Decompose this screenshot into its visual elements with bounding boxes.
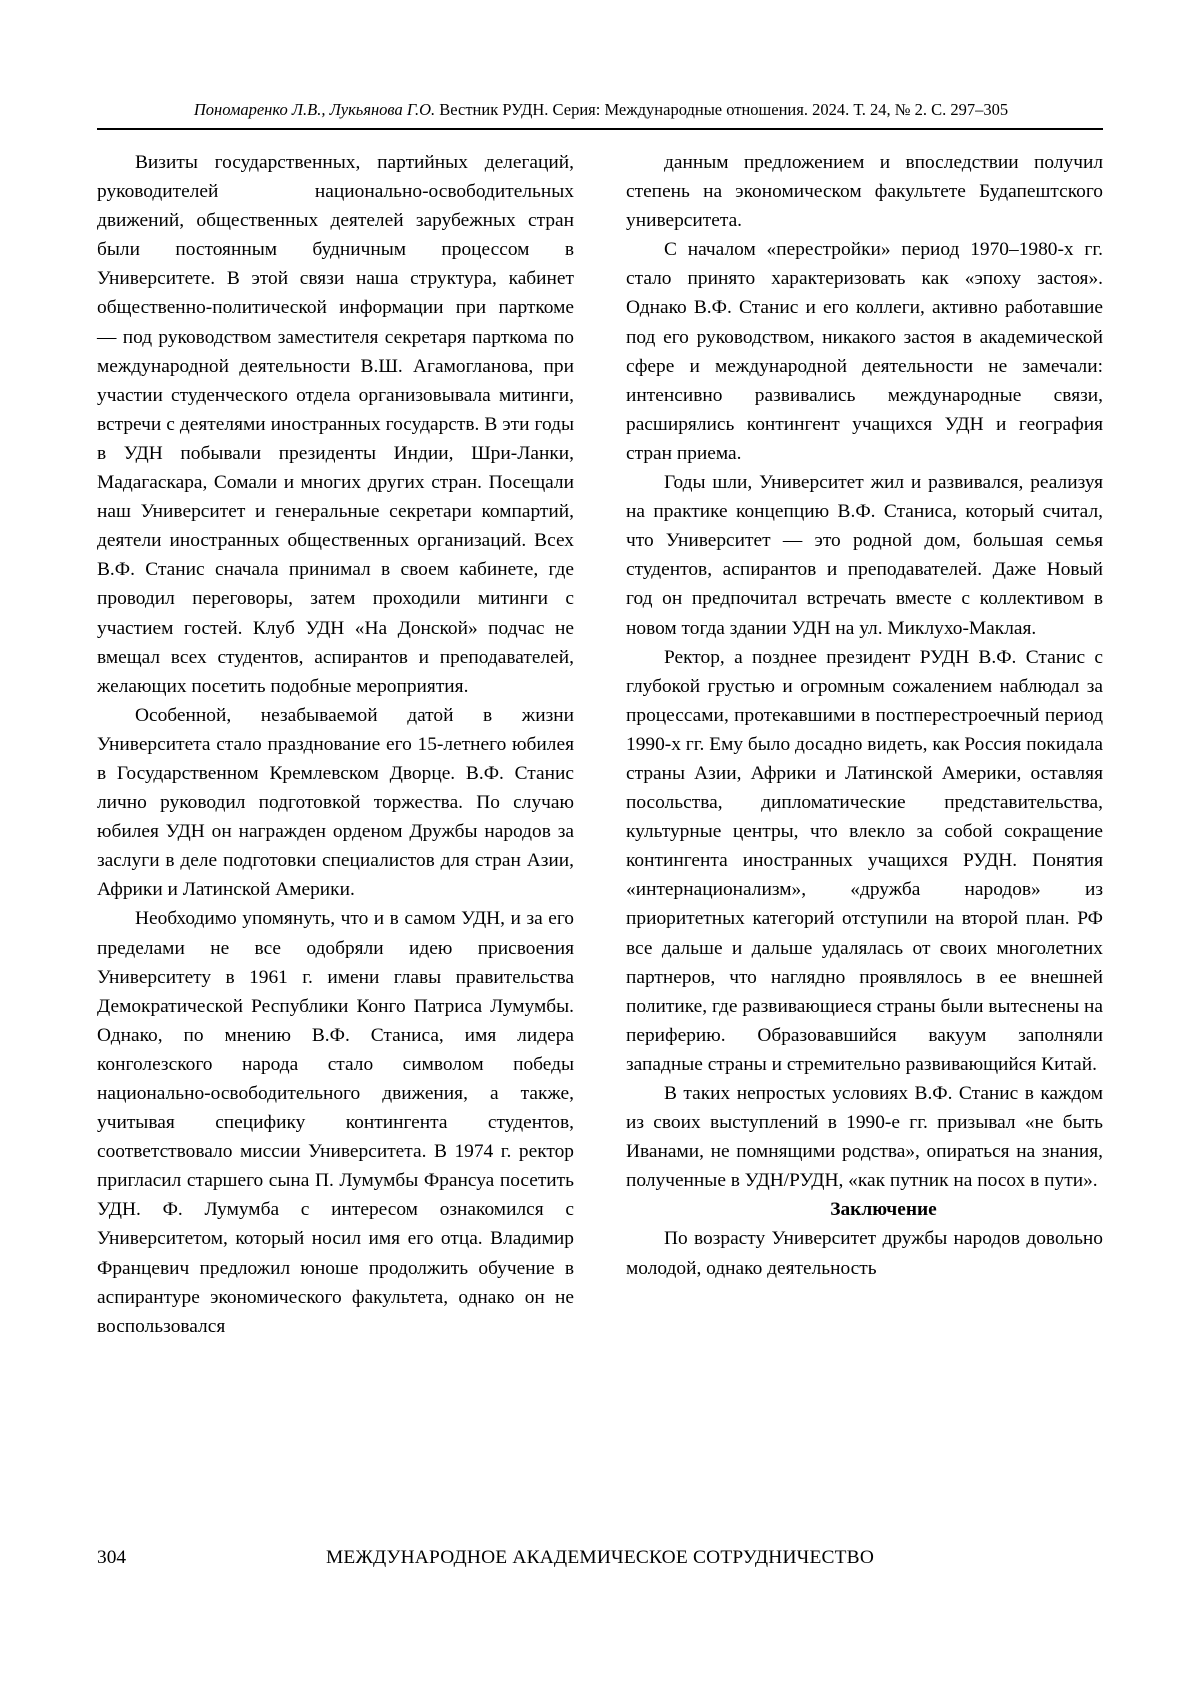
left-column: [97, 148, 574, 1468]
header-divider: [97, 128, 1103, 130]
body-columns: [97, 148, 1103, 1468]
paragraph: Особенной, незабываемой датой в жизни Университета стало празднование его 15-летнего юбилея в Государственном Кремлевском Дворце. В.Ф. Станис лично руководил подготовкой торжества. По случаю юбилея УДН он награжден орденом Дружбы народов за заслуги в деле подготовки специалистов для стран Азии, Африки и Латинской Америки.: [97, 704, 574, 901]
section-heading: Заключение: [830, 1199, 937, 1221]
right-column: [626, 148, 1103, 1468]
running-head-journal: Вестник РУДН. Серия: Международные отношения. 2024. Т. 24, № 2. С. 297–305: [439, 100, 1009, 119]
paragraph: В таких непростых условиях В.Ф. Станис в каждом из своих выступлений в 1990-е гг. призывал «не быть Иванами, не помнящими родства», опираться на знания, полученные в УДН/РУДН, «как путник на посох в пути».: [626, 1083, 1103, 1192]
page-footer: [97, 1545, 1103, 1571]
footer-section-name: МЕЖДУНАРОДНОЕ АКАДЕМИЧЕСКОЕ СОТРУДНИЧЕСТВО: [325, 1547, 875, 1568]
page-number: 304: [97, 1547, 127, 1568]
running-head-authors: Пономаренко Л.В., Лукьянова Г.О.: [193, 100, 436, 119]
paragraph: данным предложением и впоследствии получил степень на экономическом факультете Будапештского университета.: [626, 152, 1103, 232]
paragraph: Ректор, а позднее президент РУДН В.Ф. Станис с глубокой грустью и огромным сожалением наблюдал за процессами, протекавшими в постперестроечный период 1990-х гг. Ему было досадно видеть, как Россия покидала страны Азии, Африки и Латинской Америки, оставляя посольства, дипломатические представительства, культурные центры, что влекло за собой сокращение контингента иностранных учащихся РУДН. Понятия «интернационализм», «дружба народов» из приоритетных категорий отступили на второй план. РФ все дальше и дальше удалялась от своих многолетних партнеров, что наглядно проявлялось в ее внешней политике, где развивающиеся страны были вытеснены на периферию. Образовавшийся вакуум заполняли западные страны и стремительно развивающийся Китай.: [626, 646, 1103, 1075]
paragraph: С началом «перестройки» период 1970–1980-х гг. стало принято характеризовать как «эпоху застоя». Однако В.Ф. Станис и его коллеги, активно работавшие под его руководством, никакого застоя в академической сфере и международной деятельности не замечали: интенсивно развивались международные связи, расширялись контингент учащихся УДН и география стран приема.: [626, 239, 1103, 464]
paragraph: Годы шли, Университет жил и развивался, реализуя на практике концепцию В.Ф. Станиса, который считал, что Университет — это родной дом, большая семья студентов, аспирантов и преподавателей. Даже Новый год он предпочитал встречать вместе с коллективом в новом тогда здании УДН на ул. Миклухо-Маклая.: [626, 472, 1103, 639]
paragraph: По возрасту Университет дружбы народов довольно молодой, однако деятельность: [626, 1228, 1103, 1279]
paragraph: Визиты государственных, партийных делегаций, руководителей национально-освободительных движений, общественных деятелей зарубежных стран были постоянным будничным процессом в Университете. В этой связи наша структура, кабинет общественно-политической информации при парткоме — под руководством заместителя секретаря парткома по международной деятельности В.Ш. Агамогланова, при участии студенческого отдела организовывала митинги, встречи с деятелями иностранных государств. В эти годы в УДН побывали президенты Индии, Шри-Ланки, Мадагаскара, Сомали и многих других стран. Посещали наш Университет и генеральные секретари компартий, деятели иностранных общественных организаций. Всех В.Ф. Станис сначала принимал в своем кабинете, где проводил переговоры, затем проходили митинги с участием гостей. Клуб УДН «На Донской» подчас не вмещал всех студентов, аспирантов и преподавателей, желающих посетить подобные мероприятия.: [97, 152, 574, 697]
running-head: [148, 100, 1054, 120]
paragraph: Необходимо упомянуть, что и в самом УДН, и за его пределами не все одобряли идею присвоения Университету в 1961 г. имени главы правительства Демократической Республики Конго Патриса Лумумбы. Однако, по мнению В.Ф. Станиса, имя лидера конголезского народа стало символом победы национально-освободительного движения, а также, учитывая специфику контингента студентов, соответствовало миссии Университета. В 1974 г. ректор пригласил старшего сына П. Лумумбы Франсуа посетить УДН. Ф. Лумумба с интересом ознакомился с Университетом, который носил имя его отца. Владимир Францевич предложил юноше продолжить обучение в аспирантуре экономического факультета, однако он не воспользовался: [97, 908, 574, 1337]
